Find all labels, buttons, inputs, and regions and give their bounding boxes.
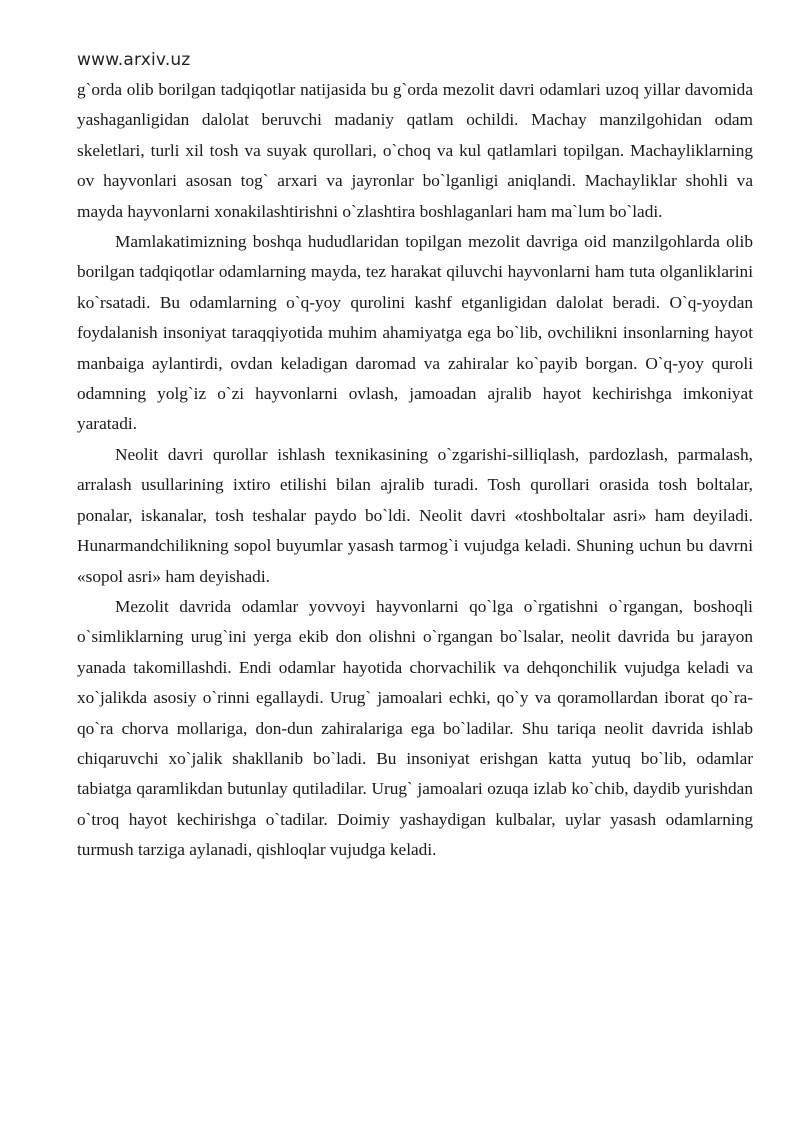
paragraph-3: Neolit davri qurollar ishlash texnikasining o`zgarishi-silliqlash, pardozlash, parmalash, arralash usullarining ixtiro etilishi bilan ajralib turadi. Tosh qurollari orasida tosh boltalar, ponalar, iskanalar, tosh teshalar paydo bo`ldi. Neolit davri «toshboltalar asri» ham deyiladi. Hunarmandchilikning sopol buyumlar yasash tarmog`i vujudga keladi. Shuning uchun bu davrni «sopol asri» ham deyishadi. bbox=[77, 444, 753, 586]
site-header-url: www.arxiv.uz bbox=[77, 50, 191, 70]
paragraph-1: g`orda olib borilgan tadqiqotlar natijasida bu g`orda mezolit davri odamlari uzoq yillar davomida yashaganligidan dalolat beruvchi madaniy qatlam ochildi. Machay manzilgohidan odam skeletlari, turli xil tosh va suyak qurollari, o`choq va kul qatlamlari topilgan. Machayliklarning ov hayvonlari asosan tog` arxari va jayronlar bo`lganligi aniqlandi. Machayliklar shohli va mayda hayvonlarni xonakilashtirishni o`zlashtira boshlaganlari ham ma`lum bo`ladi. bbox=[77, 80, 753, 221]
paragraph-4: Mezolit davrida odamlar yovvoyi hayvonlarni qo`lga o`rgatishni o`rgangan, boshoqli o`simliklarning urug`ini yerga ekib don olishni o`rgangan bo`lsalar, neolit davrida bu jarayon yanada takomillashdi. Endi odamlar hayotida chorvachilik va dehqonchilik vujudga keladi va xo`jalikda asosiy o`rinni egallaydi. Urug` jamoalari echki, qo`y va qoramollardan iborat qo`ra-qo`ra chorva mollariga, don-dun zahiralariga ega bo`ladilar. Shu tariqa neolit davrida ishlab chiqaruvchi xo`jalik shakllanib bo`ladi. Bu insoniyat erishgan katta yutuq bo`lib, odamlar tabiatga qaramlikdan butunlay qutiladilar. Urug` jamoalari ozuqa izlab ko`chib, daydib yurishdan o`troq hayot kechirishga o`tadilar. Doimiy yashaydigan kulbalar, uylar yasash odamlarning turmush tarziga aylanadi, qishloqlar vujudga keladi. bbox=[77, 596, 753, 860]
paragraph-2: Mamlakatimizning boshqa hududlaridan topilgan mezolit davriga oid manzilgohlarda olib borilgan tadqiqotlar odamlarning mayda, tez harakat qiluvchi hayvonlarni ham tuta olganliklarini ko`rsatadi. Bu odamlarning o`q-yoy qurolini kashf etganligidan dalolat beradi. O`q-yoydan foydalanish insoniyat taraqqiyotida muhim ahamiyatga ega bo`lib, ovchilikni insonlarning hayot manbaiga aylantirdi, ovdan keladigan daromad va zahiralar ko`payib borgan. O`q-yoy quroli odamning yolg`iz o`zi hayvonlarni ovlash, jamoadan ajralib hayot kechirishga imkoniyat yaratadi. bbox=[77, 232, 753, 434]
document-body bbox=[77, 75, 753, 866]
